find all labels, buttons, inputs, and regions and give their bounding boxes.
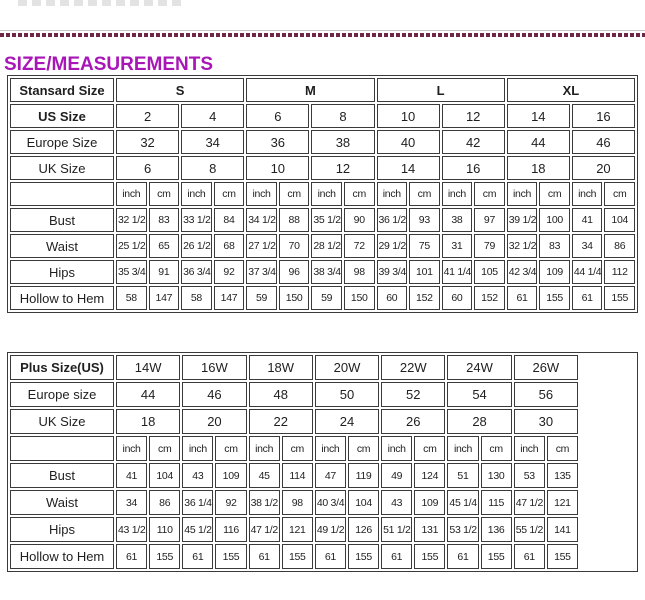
unit-cell: inch bbox=[181, 182, 212, 206]
measure-cell: 92 bbox=[214, 260, 245, 284]
unit-cell: cm bbox=[547, 436, 578, 461]
unit-cell: inch bbox=[249, 436, 280, 461]
size-cell: 50 bbox=[315, 382, 379, 407]
measure-cell: 28 1/2 bbox=[311, 234, 342, 258]
row-label: Europe size bbox=[10, 382, 114, 407]
plus-size-table bbox=[8, 353, 580, 571]
measure-cell: 38 3/4 bbox=[311, 260, 342, 284]
unit-cell: inch bbox=[507, 182, 538, 206]
unit-cell: inch bbox=[514, 436, 545, 461]
size-cell: 12 bbox=[442, 104, 505, 128]
measure-cell: 60 bbox=[377, 286, 408, 310]
row-label: Bust bbox=[10, 208, 114, 232]
measure-cell: 51 1/2 bbox=[381, 517, 412, 542]
measure-cell: 49 bbox=[381, 463, 412, 488]
row-label: Hips bbox=[10, 517, 114, 542]
measure-cell: 68 bbox=[214, 234, 245, 258]
measure-cell: 96 bbox=[279, 260, 310, 284]
measure-cell: 47 bbox=[315, 463, 346, 488]
measure-cell: 55 1/2 bbox=[514, 517, 545, 542]
measure-cell: 41 bbox=[116, 463, 147, 488]
row-label: Waist bbox=[10, 234, 114, 258]
measure-cell: 61 bbox=[447, 544, 478, 569]
measure-cell: 40 3/4 bbox=[315, 490, 346, 515]
size-cell: 10 bbox=[246, 156, 309, 180]
table-row bbox=[10, 463, 578, 488]
measure-cell: 36 3/4 bbox=[181, 260, 212, 284]
measure-cell: 104 bbox=[149, 463, 180, 488]
size-cell: 40 bbox=[377, 130, 440, 154]
unit-cell: cm bbox=[282, 436, 313, 461]
table-row bbox=[10, 517, 578, 542]
measure-cell: 155 bbox=[348, 544, 379, 569]
unit-cell: cm bbox=[414, 436, 445, 461]
measure-cell: 70 bbox=[279, 234, 310, 258]
size-group-cell: 18W bbox=[249, 355, 313, 380]
measure-cell: 34 1/2 bbox=[246, 208, 277, 232]
measure-cell: 86 bbox=[604, 234, 635, 258]
table-row bbox=[10, 544, 578, 569]
measure-cell: 109 bbox=[215, 463, 246, 488]
size-cell: 42 bbox=[442, 130, 505, 154]
measure-cell: 43 bbox=[182, 463, 213, 488]
unit-cell: cm bbox=[481, 436, 512, 461]
measure-cell: 45 1/2 bbox=[182, 517, 213, 542]
measure-cell: 37 3/4 bbox=[246, 260, 277, 284]
measure-cell: 36 1/4 bbox=[182, 490, 213, 515]
measure-cell: 155 bbox=[215, 544, 246, 569]
measure-cell: 61 bbox=[514, 544, 545, 569]
measure-cell: 83 bbox=[149, 208, 180, 232]
measure-cell: 39 1/2 bbox=[507, 208, 538, 232]
measure-cell: 51 bbox=[447, 463, 478, 488]
measure-cell: 35 1/2 bbox=[311, 208, 342, 232]
measure-cell: 26 1/2 bbox=[181, 234, 212, 258]
measure-cell: 131 bbox=[414, 517, 445, 542]
size-group-cell: 24W bbox=[447, 355, 511, 380]
unit-cell: cm bbox=[149, 436, 180, 461]
unit-cell: cm bbox=[539, 182, 570, 206]
unit-cell: inch bbox=[447, 436, 478, 461]
unit-cell: inch bbox=[381, 436, 412, 461]
row-label: US Size bbox=[10, 104, 114, 128]
table-row bbox=[10, 490, 578, 515]
unit-spacer-cell bbox=[10, 182, 114, 206]
row-label: Waist bbox=[10, 490, 114, 515]
measure-cell: 136 bbox=[481, 517, 512, 542]
measure-cell: 34 bbox=[572, 234, 603, 258]
cropped-top-text bbox=[18, 0, 183, 6]
row-label: UK Size bbox=[10, 409, 114, 434]
size-group-cell: 16W bbox=[182, 355, 246, 380]
table-row bbox=[10, 355, 578, 380]
unit-cell: inch bbox=[182, 436, 213, 461]
table-row bbox=[10, 260, 635, 284]
measure-cell: 25 1/2 bbox=[116, 234, 147, 258]
table-row bbox=[10, 130, 635, 154]
measure-cell: 59 bbox=[311, 286, 342, 310]
measure-cell: 45 bbox=[249, 463, 280, 488]
measure-cell: 121 bbox=[547, 490, 578, 515]
size-cell: 16 bbox=[442, 156, 505, 180]
measure-cell: 61 bbox=[315, 544, 346, 569]
table-row bbox=[10, 409, 578, 434]
measure-cell: 91 bbox=[149, 260, 180, 284]
measure-cell: 29 1/2 bbox=[377, 234, 408, 258]
size-cell: 48 bbox=[249, 382, 313, 407]
size-cell: 44 bbox=[507, 130, 570, 154]
measure-cell: 109 bbox=[539, 260, 570, 284]
size-cell: 2 bbox=[116, 104, 179, 128]
measure-cell: 155 bbox=[481, 544, 512, 569]
unit-cell: cm bbox=[409, 182, 440, 206]
size-group-cell: 22W bbox=[381, 355, 445, 380]
table-row bbox=[10, 382, 578, 407]
measure-cell: 90 bbox=[344, 208, 375, 232]
table-row bbox=[10, 436, 578, 461]
size-group-cell: 20W bbox=[315, 355, 379, 380]
unit-cell: cm bbox=[214, 182, 245, 206]
measure-cell: 39 3/4 bbox=[377, 260, 408, 284]
measure-cell: 60 bbox=[442, 286, 473, 310]
measure-cell: 43 bbox=[381, 490, 412, 515]
measure-cell: 84 bbox=[214, 208, 245, 232]
unit-cell: inch bbox=[246, 182, 277, 206]
measure-cell: 115 bbox=[481, 490, 512, 515]
measure-cell: 105 bbox=[474, 260, 505, 284]
measure-cell: 34 bbox=[116, 490, 147, 515]
measure-cell: 104 bbox=[604, 208, 635, 232]
measure-cell: 88 bbox=[279, 208, 310, 232]
measure-cell: 83 bbox=[539, 234, 570, 258]
size-group-cell: M bbox=[246, 78, 374, 102]
table-row bbox=[10, 156, 635, 180]
row-label: Hollow to Hem bbox=[10, 544, 114, 569]
measure-cell: 121 bbox=[282, 517, 313, 542]
standard-size-table bbox=[8, 76, 637, 312]
unit-spacer-cell bbox=[10, 436, 114, 461]
size-cell: 56 bbox=[514, 382, 578, 407]
table-row bbox=[10, 104, 635, 128]
measure-cell: 110 bbox=[149, 517, 180, 542]
unit-cell: inch bbox=[116, 436, 147, 461]
unit-cell: inch bbox=[315, 436, 346, 461]
size-cell: 20 bbox=[572, 156, 635, 180]
unit-cell: inch bbox=[116, 182, 147, 206]
size-cell: 8 bbox=[311, 104, 374, 128]
measure-cell: 61 bbox=[507, 286, 538, 310]
measure-cell: 79 bbox=[474, 234, 505, 258]
unit-cell: cm bbox=[149, 182, 180, 206]
measure-cell: 59 bbox=[246, 286, 277, 310]
measure-cell: 31 bbox=[442, 234, 473, 258]
size-cell: 10 bbox=[377, 104, 440, 128]
size-cell: 22 bbox=[249, 409, 313, 434]
unit-cell: inch bbox=[572, 182, 603, 206]
measure-cell: 86 bbox=[149, 490, 180, 515]
unit-cell: cm bbox=[604, 182, 635, 206]
size-cell: 12 bbox=[311, 156, 374, 180]
size-cell: 18 bbox=[507, 156, 570, 180]
standard-size-table-container bbox=[7, 75, 638, 313]
measure-cell: 61 bbox=[572, 286, 603, 310]
measure-cell: 61 bbox=[249, 544, 280, 569]
size-cell: 26 bbox=[381, 409, 445, 434]
measure-cell: 38 bbox=[442, 208, 473, 232]
corner-label: Plus Size(US) bbox=[10, 355, 114, 380]
size-cell: 46 bbox=[182, 382, 246, 407]
measure-cell: 152 bbox=[409, 286, 440, 310]
measure-cell: 100 bbox=[539, 208, 570, 232]
size-cell: 18 bbox=[116, 409, 180, 434]
measure-cell: 150 bbox=[344, 286, 375, 310]
row-label: UK Size bbox=[10, 156, 114, 180]
measure-cell: 32 1/2 bbox=[116, 208, 147, 232]
measure-cell: 92 bbox=[215, 490, 246, 515]
size-cell: 16 bbox=[572, 104, 635, 128]
table-row bbox=[10, 208, 635, 232]
size-cell: 32 bbox=[116, 130, 179, 154]
measure-cell: 150 bbox=[279, 286, 310, 310]
row-label: Bust bbox=[10, 463, 114, 488]
measure-cell: 116 bbox=[215, 517, 246, 542]
measure-cell: 61 bbox=[116, 544, 147, 569]
measure-cell: 33 1/2 bbox=[181, 208, 212, 232]
plus-size-table-container bbox=[7, 352, 638, 572]
size-cell: 46 bbox=[572, 130, 635, 154]
unit-cell: cm bbox=[215, 436, 246, 461]
measure-cell: 35 3/4 bbox=[116, 260, 147, 284]
measure-cell: 61 bbox=[381, 544, 412, 569]
measure-cell: 75 bbox=[409, 234, 440, 258]
measure-cell: 98 bbox=[282, 490, 313, 515]
measure-cell: 141 bbox=[547, 517, 578, 542]
size-cell: 54 bbox=[447, 382, 511, 407]
thin-divider bbox=[0, 30, 645, 31]
table-row bbox=[10, 78, 635, 102]
measure-cell: 65 bbox=[149, 234, 180, 258]
measure-cell: 47 1/2 bbox=[249, 517, 280, 542]
measure-cell: 155 bbox=[414, 544, 445, 569]
table-row bbox=[10, 286, 635, 310]
row-label: Hips bbox=[10, 260, 114, 284]
measure-cell: 124 bbox=[414, 463, 445, 488]
measure-cell: 119 bbox=[348, 463, 379, 488]
unit-cell: inch bbox=[377, 182, 408, 206]
measure-cell: 38 1/2 bbox=[249, 490, 280, 515]
measure-cell: 93 bbox=[409, 208, 440, 232]
measure-cell: 72 bbox=[344, 234, 375, 258]
size-group-cell: 26W bbox=[514, 355, 578, 380]
measure-cell: 126 bbox=[348, 517, 379, 542]
measure-cell: 155 bbox=[604, 286, 635, 310]
measure-cell: 32 1/2 bbox=[507, 234, 538, 258]
measure-cell: 47 1/2 bbox=[514, 490, 545, 515]
measure-cell: 43 1/2 bbox=[116, 517, 147, 542]
measure-cell: 61 bbox=[182, 544, 213, 569]
measure-cell: 114 bbox=[282, 463, 313, 488]
measure-cell: 101 bbox=[409, 260, 440, 284]
size-cell: 6 bbox=[116, 156, 179, 180]
measure-cell: 155 bbox=[547, 544, 578, 569]
measure-cell: 104 bbox=[348, 490, 379, 515]
unit-cell: cm bbox=[279, 182, 310, 206]
measure-cell: 147 bbox=[214, 286, 245, 310]
measure-cell: 109 bbox=[414, 490, 445, 515]
size-cell: 34 bbox=[181, 130, 244, 154]
row-label: Europe Size bbox=[10, 130, 114, 154]
measure-cell: 135 bbox=[547, 463, 578, 488]
measure-cell: 58 bbox=[116, 286, 147, 310]
unit-cell: inch bbox=[311, 182, 342, 206]
row-label: Hollow to Hem bbox=[10, 286, 114, 310]
size-cell: 14 bbox=[507, 104, 570, 128]
size-cell: 38 bbox=[311, 130, 374, 154]
measure-cell: 97 bbox=[474, 208, 505, 232]
page-title: SIZE/MEASUREMENTS bbox=[4, 53, 214, 75]
measure-cell: 42 3/4 bbox=[507, 260, 538, 284]
measure-cell: 147 bbox=[149, 286, 180, 310]
measure-cell: 41 1/4 bbox=[442, 260, 473, 284]
measure-cell: 45 1/4 bbox=[447, 490, 478, 515]
measure-cell: 152 bbox=[474, 286, 505, 310]
size-cell: 44 bbox=[116, 382, 180, 407]
size-cell: 6 bbox=[246, 104, 309, 128]
size-cell: 36 bbox=[246, 130, 309, 154]
measure-cell: 130 bbox=[481, 463, 512, 488]
size-group-cell: XL bbox=[507, 78, 635, 102]
measure-cell: 27 1/2 bbox=[246, 234, 277, 258]
measure-cell: 155 bbox=[282, 544, 313, 569]
unit-cell: cm bbox=[474, 182, 505, 206]
unit-cell: cm bbox=[348, 436, 379, 461]
dashed-divider bbox=[0, 33, 645, 37]
measure-cell: 98 bbox=[344, 260, 375, 284]
size-cell: 28 bbox=[447, 409, 511, 434]
measure-cell: 155 bbox=[149, 544, 180, 569]
size-group-cell: L bbox=[377, 78, 505, 102]
measure-cell: 112 bbox=[604, 260, 635, 284]
size-cell: 52 bbox=[381, 382, 445, 407]
size-cell: 30 bbox=[514, 409, 578, 434]
measure-cell: 36 1/2 bbox=[377, 208, 408, 232]
size-group-cell: 14W bbox=[116, 355, 180, 380]
measure-cell: 41 bbox=[572, 208, 603, 232]
unit-cell: inch bbox=[442, 182, 473, 206]
size-cell: 4 bbox=[181, 104, 244, 128]
measure-cell: 49 1/2 bbox=[315, 517, 346, 542]
table-row bbox=[10, 234, 635, 258]
measure-cell: 53 1/2 bbox=[447, 517, 478, 542]
size-group-cell: S bbox=[116, 78, 244, 102]
measure-cell: 53 bbox=[514, 463, 545, 488]
unit-cell: cm bbox=[344, 182, 375, 206]
corner-label: Stansard Size bbox=[10, 78, 114, 102]
table-row bbox=[10, 182, 635, 206]
measure-cell: 155 bbox=[539, 286, 570, 310]
measure-cell: 44 1/4 bbox=[572, 260, 603, 284]
size-cell: 14 bbox=[377, 156, 440, 180]
size-cell: 24 bbox=[315, 409, 379, 434]
size-cell: 20 bbox=[182, 409, 246, 434]
measure-cell: 58 bbox=[181, 286, 212, 310]
size-cell: 8 bbox=[181, 156, 244, 180]
